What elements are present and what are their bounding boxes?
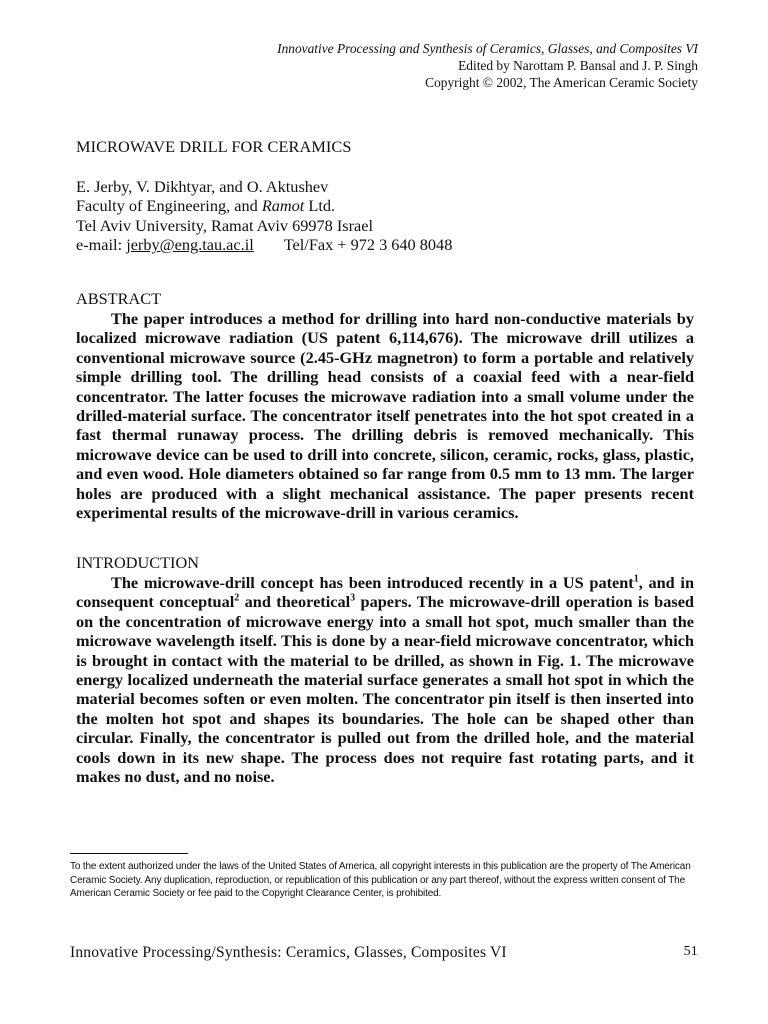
editors-line: Edited by Narottam P. Bansal and J. P. Singh xyxy=(458,58,698,73)
email-link[interactable]: jerby@eng.tau.ac.il xyxy=(126,234,254,254)
affiliation-suffix: Ltd. xyxy=(304,196,336,216)
intro-text-3: and theoretical xyxy=(239,592,351,612)
page-number: 51 xyxy=(683,944,698,959)
intro-text-2: , and in consequent conceptual xyxy=(76,573,694,612)
introduction-heading: INTRODUCTION xyxy=(76,553,199,572)
paper-title: MICROWAVE DRILL FOR CERAMICS xyxy=(76,137,352,156)
abstract-body xyxy=(76,309,694,522)
abstract-heading: ABSTRACT xyxy=(76,289,162,308)
intro-text-1: The microwave-drill concept has been introduced recently in a US patent xyxy=(111,573,634,592)
affiliation-line xyxy=(76,196,696,215)
affiliation-ramot: Ramot xyxy=(261,196,305,216)
running-header xyxy=(78,40,698,91)
affiliation-prefix: Faculty of Engineering, and xyxy=(76,196,262,216)
footnote-divider xyxy=(70,853,188,854)
author-names: E. Jerby, V. Dikhtyar, and O. Aktushev xyxy=(76,177,329,196)
intro-text-4: papers. The microwave-drill operation is based on the concentration of microwave energy into a small hot spot, much smaller than the microwave wavelength itself. This is done by a near-field microwave concentrator, which is brought in contact with the material to be drilled, as shown in Fig. 1. The microwave energy localized underneath the material surface generates a small hot spot in which the material becomes soften or even molten. The concentrator pin itself is then inserted into the molten hot spot and shapes its boundaries. The hole can be shaped other than circular. Finally, the concentrator is pulled out from the drilled hole, and the material cools down in its new shape. The process does not require fast rotating parts, and it makes no dust, and no noise. xyxy=(76,592,694,787)
introduction-paragraph xyxy=(76,573,694,786)
copyright-line: Copyright © 2002, The American Ceramic Society xyxy=(425,75,698,90)
footer-journal: Innovative Processing/Synthesis: Ceramics, Glasses, Composites VI xyxy=(70,944,507,961)
address-line: Tel Aviv University, Ramat Aviv 69978 Israel xyxy=(76,215,373,235)
footnote-ref-3: 3 xyxy=(350,592,356,604)
introduction-body xyxy=(76,573,694,786)
tel-fax: Tel/Fax + 972 3 640 8048 xyxy=(283,234,453,254)
abstract-paragraph: The paper introduces a method for drilling into hard non-conductive materials by localized microwave radiation (US patent 6,114,676). The microwave drill utilizes a conventional microwave source (2.45-GHz magnetron) to form a portable and relatively simple drilling tool. The drilling head consists of a coaxial feed with a near-field concentrator. The latter focuses the microwave radiation into a small volume under the drilled-material surface. The concentrator itself penetrates into the hot spot created in a fast thermal runaway process. The drilling debris is removed mechanically. This microwave device can be used to drill into concrete, silicon, ceramic, rocks, glass, plastic, and even wood. Hole diameters obtained so far range from 0.5 mm to 13 mm. The larger holes are produced with a slight mechanical assistance. The paper presents recent experimental results of the microwave-drill in various ceramics. xyxy=(76,309,694,523)
email-label: e-mail: xyxy=(76,234,127,254)
series-title: Innovative Processing and Synthesis of Ceramics, Glasses, and Composites VI xyxy=(277,41,698,56)
copyright-footnote: To the extent authorized under the laws of the United States of America, all copyright interests in this publication are the property of The American Ceramic Society. Any duplication, reproduction, or republication of this publication or any part thereof, without the express written consent of The American Ceramic Society or fee paid to the Copyright Clearance Center, is prohibited. xyxy=(70,861,691,899)
page-footer xyxy=(70,944,698,962)
author-block xyxy=(76,177,696,254)
footnote-ref-1: 1 xyxy=(633,573,639,585)
contact-line xyxy=(76,235,696,254)
footnote-ref-2: 2 xyxy=(234,592,240,604)
